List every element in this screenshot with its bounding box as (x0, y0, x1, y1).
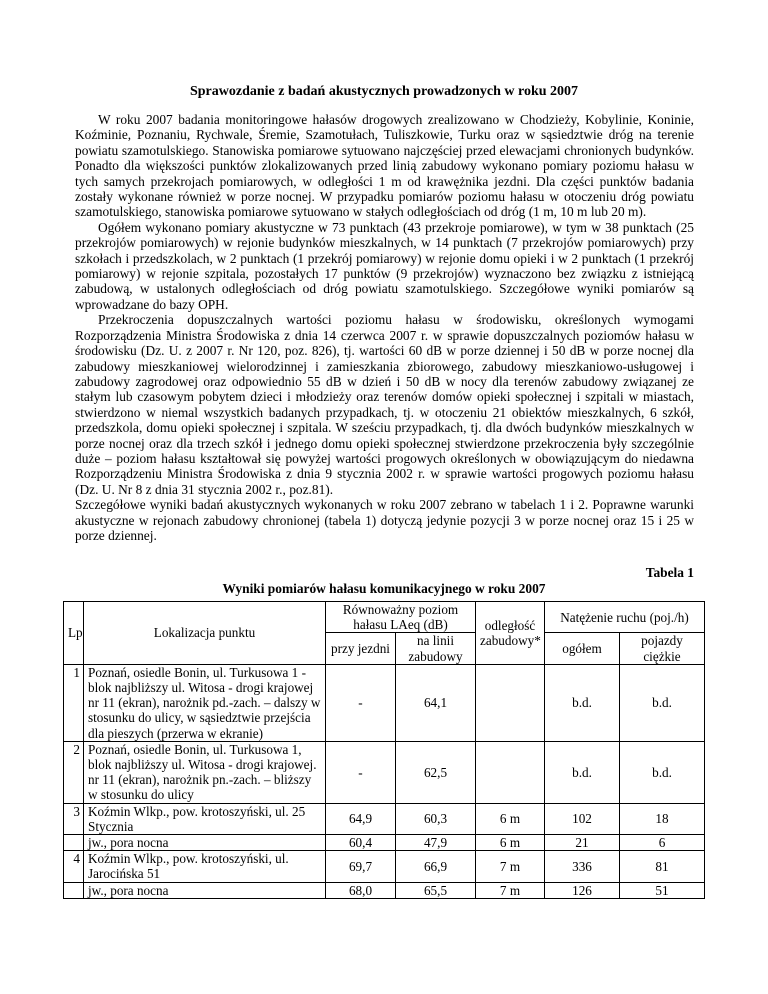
cell-ogolem: 102 (545, 803, 620, 834)
cell-odleglosc: 7 m (476, 851, 545, 882)
cell-odleglosc: 6 m (476, 803, 545, 834)
cell-ciezkie: 18 (620, 803, 705, 834)
cell-lp: 1 (64, 664, 84, 741)
cell-na-linii: 47,9 (396, 835, 476, 851)
cell-ogolem: 126 (545, 882, 620, 898)
paragraph-4: Szczegółowe wyniki badań akustycznych wykonanych w roku 2007 zebrano w tabelach 1 i 2. Poprawne warunki akustyczne w rejonach zabudowy chronionej (tabela 1) dotyczą jedynie pozycji 3 w porze nocnej oraz 15 i 25 w porze dziennej. (75, 497, 694, 543)
table-title: Wyniki pomiarów hałasu komunikacyjnego w roku 2007 (222, 581, 546, 596)
cell-na-linii: 64,1 (396, 664, 476, 741)
table-row (64, 851, 705, 882)
cell-lp (64, 882, 84, 898)
cell-lokalizacja: Poznań, osiedle Bonin, ul. Turkusowa 1 - blok najbliższy ul. Witosa - drogi krajowej nr 11 (ekran), narożnik pd.-zach. – dalszy w stosunku do ulicy, w sąsiedztwie przejścia dla pieszych (przerwa w ekranie) (84, 664, 326, 741)
cell-ciezkie: 81 (620, 851, 705, 882)
paragraph-2: Ogółem wykonano pomiary akustyczne w 73 punktach (43 przekroje pomiarowe), w tym w 38 punktach (25 przekrojów pomiarowych) w rejonie budynków mieszkalnych, w 14 punktach (7 przekrojów pomiarowych) przy szkołach i przedszkolach, w 2 punktach (1 przekrój pomiarowy) w rejonie domu opieki i w 2 punktach (1 przekrój pomiarowy) w rejonie szpitala, pozostałych 17 punktów (9 przekrojów) wyznaczono bez związku z istniejącą zabudową, w ustalonych odległościach od dróg powiatu szamotulskiego. Szczegółowe wyniki pomiarów są wprowadzane do bazy OPH. (75, 219, 694, 312)
cell-na-linii: 62,5 (396, 741, 476, 803)
cell-lokalizacja: Poznań, osiedle Bonin, ul. Turkusowa 1, blok najbliższy ul. Witosa - drogi krajowej. nr 11 (ekran), narożnik pn.-zach. – bliższy w stosunku do ulicy (84, 741, 326, 803)
cell-przy-jezdni: 60,4 (326, 835, 396, 851)
header-przy-jezdni: przy jezdni (326, 633, 396, 664)
cell-przy-jezdni: - (326, 741, 396, 803)
table-row (64, 882, 705, 898)
noise-results-table (63, 601, 705, 899)
cell-ogolem: b.d. (545, 741, 620, 803)
cell-odleglosc: 7 m (476, 882, 545, 898)
cell-lp (64, 835, 84, 851)
cell-przy-jezdni: 68,0 (326, 882, 396, 898)
cell-odleglosc (476, 741, 545, 803)
cell-na-linii: 65,5 (396, 882, 476, 898)
cell-lp: 3 (64, 803, 84, 834)
cell-lokalizacja: jw., pora nocna (84, 835, 326, 851)
header-ogolem: ogółem (545, 633, 620, 664)
header-ciezkie: pojazdy ciężkie (620, 633, 705, 664)
cell-lp: 4 (64, 851, 84, 882)
cell-ciezkie: b.d. (620, 664, 705, 741)
paragraph-3: Przekroczenia dopuszczalnych wartości poziomu hałasu w środowisku, określonych wymogami Rozporządzenia Ministra Środowiska z dnia 14 czerwca 2007 r. w sprawie dopuszczalnych poziomów hałasu w środowisku (Dz. U. z 2007 r. Nr 120, poz. 826), tj. wartości 60 dB w porze dziennej i 50 dB w porze nocnej dla zabudowy mieszkaniowej wielorodzinnej i zamieszkania zbiorowego, zabudowy mieszkaniowo-usługowej i zabudowy zagrodowej oraz odpowiednio 55 dB w dzień i 50 dB w nocy dla terenów zabudowy związanej ze stałym lub czasowym pobytem dzieci i młodzieży oraz terenów domów opieki społecznej i szpitali w miastach, stwierdzono w niemal wszystkich badanych przypadkach, tj. w otoczeniu 21 obiektów mieszkalnych, 6 szkół, przedszkola, domu opieki społecznej i szpitala. W sześciu przypadkach, tj. dla dwóch budynków mieszkalnych w porze nocnej oraz dla trzech szkół i jednego domu opieki społecznej stwierdzone przekroczenia były szczególnie duże – poziom hałasu kształtował się powyżej wartości progowych określonych w obowiązującym do niedawna Rozporządzeniu Ministra Środowiska z dnia 9 stycznia 2002 r. w sprawie wartości progowych poziomu hałasu (Dz. U. Nr 8 z dnia 31 stycznia 2002 r., poz.81). (75, 312, 694, 497)
cell-ciezkie: b.d. (620, 741, 705, 803)
cell-lokalizacja: jw., pora nocna (84, 882, 326, 898)
table-row (64, 664, 705, 741)
header-na-linii: na linii zabudowy (396, 633, 476, 664)
cell-na-linii: 66,9 (396, 851, 476, 882)
cell-przy-jezdni: 69,7 (326, 851, 396, 882)
cell-na-linii: 60,3 (396, 803, 476, 834)
report-body (75, 112, 694, 543)
paragraph-1: W roku 2007 badania monitoringowe hałasów drogowych zrealizowano w Chodzieży, Kobylinie, Koninie, Koźminie, Poznaniu, Rychwale, Śremie, Szamotułach, Tuliszkowie, Turku oraz w sąsiedztwie dróg na terenie powiatu szamotulskiego. Stanowiska pomiarowe sytuowano najczęściej przed elewacjami chronionych budynków. Ponadto dla większości punktów zlokalizowanych przed linią zabudowy wykonano pomiary poziomu hałasu w tych samych przekrojach pomiarowych, w odległości 1 m od krawężnika jezdni. Dla części punktów badania zostały wykonane również w porze nocnej. W przypadku pomiarów poziomu hałasu w otoczeniu dróg powiatu szamotulskiego, stanowiska pomiarowe sytuowano w stałych odległościach od dróg (1 m, 10 m lub 20 m). (75, 112, 694, 220)
header-natezenie: Natężenie ruchu (poj./h) (545, 602, 705, 633)
cell-przy-jezdni: - (326, 664, 396, 741)
cell-ciezkie: 51 (620, 882, 705, 898)
table-row (64, 803, 705, 834)
cell-odleglosc: 6 m (476, 835, 545, 851)
cell-lokalizacja: Koźmin Wlkp., pow. krotoszyński, ul. Jarocińska 51 (84, 851, 326, 882)
document-title: Sprawozdanie z badań akustycznych prowadzonych w roku 2007 (189, 84, 579, 99)
table-label: Tabela 1 (645, 565, 694, 580)
header-laeq: Równoważny poziom hałasu LAeq (dB) (326, 602, 476, 633)
cell-ogolem: 21 (545, 835, 620, 851)
cell-ciezkie: 6 (620, 835, 705, 851)
header-lokalizacja: Lokalizacja punktu (84, 602, 326, 665)
cell-przy-jezdni: 64,9 (326, 803, 396, 834)
header-odleglosc: odległość zabudowy* (476, 602, 545, 665)
table-row (64, 741, 705, 803)
table-row (64, 835, 705, 851)
cell-ogolem: b.d. (545, 664, 620, 741)
cell-ogolem: 336 (545, 851, 620, 882)
cell-lp: 2 (64, 741, 84, 803)
cell-lokalizacja: Koźmin Wlkp., pow. krotoszyński, ul. 25 Stycznia (84, 803, 326, 834)
cell-odleglosc (476, 664, 545, 741)
header-lp: Lp (64, 602, 84, 665)
